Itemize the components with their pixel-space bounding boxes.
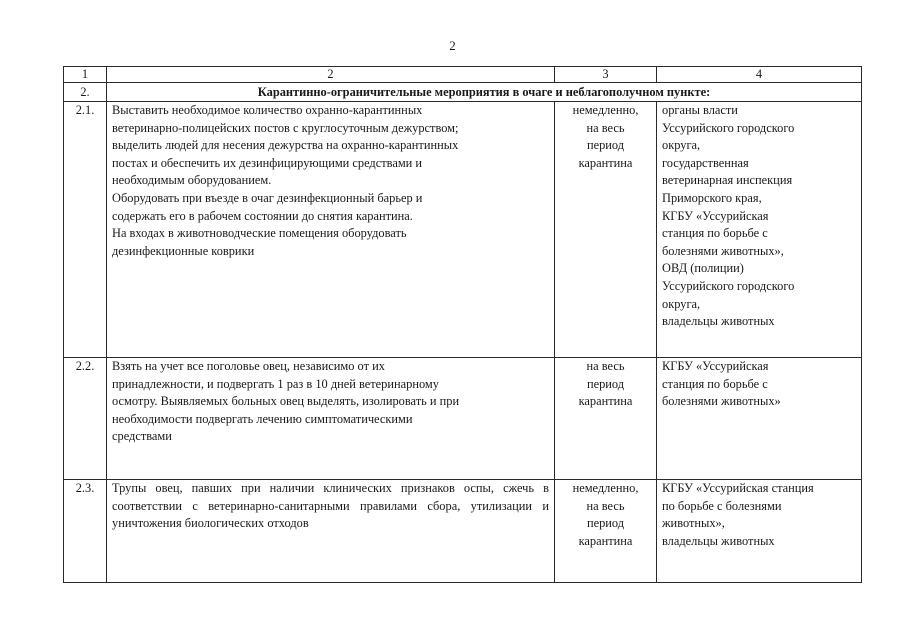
responsible-text: органы власти Уссурийского городского округа, государственная ветеринарная инспекция Приморского края, КГБУ «Уссурийская станция по борьбе с болезнями животных», ОВД (полиции) Уссурийского городского округа, владельцы животных — [662, 103, 795, 329]
table-row — [64, 358, 862, 480]
responsible-cell — [657, 358, 862, 480]
responsible-text: КГБУ «Уссурийская станция по борьбе с болезнями животных», владельцы животных — [662, 481, 814, 548]
column-number-2: 2 — [107, 67, 555, 83]
column-number-4: 4 — [657, 67, 862, 83]
table-row — [64, 480, 862, 583]
section-title: Карантинно-ограничительные мероприятия в очаге и неблагополучном пункте: — [107, 83, 862, 102]
timing-text: на весь период карантина — [578, 359, 633, 409]
measure-text: Взять на учет все поголовье овец, независимо от их принадлежности, и подвергать 1 раз в 10 дней ветеринарному осмотру. Выявляемых больных овец выделять, изолировать и при необходимости подвергать лечению симптоматическими средствами — [112, 359, 460, 444]
column-number-row — [64, 67, 862, 83]
row-number: 2.1. — [64, 102, 107, 358]
column-number-3: 3 — [555, 67, 657, 83]
row-number: 2.2. — [64, 358, 107, 480]
measures-table — [63, 66, 862, 583]
row-number: 2.3. — [64, 480, 107, 583]
timing-cell — [555, 102, 657, 358]
measure-cell — [107, 102, 555, 358]
responsible-text: КГБУ «Уссурийская станция по борьбе с болезнями животных» — [662, 359, 781, 409]
measure-cell — [107, 358, 555, 480]
measure-text: Трупы овец, павших при наличии клинических признаков оспы, сжечь в соответствии с ветеринарно-санитарными правилами сбора, утилизации и уничтожения биологических отходов — [112, 481, 549, 531]
section-number: 2. — [64, 83, 107, 102]
timing-text: немедленно, на весь период карантина — [572, 481, 639, 548]
responsible-cell — [657, 480, 862, 583]
measure-cell — [107, 480, 555, 583]
column-number-1: 1 — [64, 67, 107, 83]
timing-text: немедленно, на весь период карантина — [572, 103, 639, 170]
measure-text: Выставить необходимое количество охранно-карантинных ветеринарно-полицейских постов с круглосуточным дежурством; выделить людей для несения дежурства на охранно-карантинных постах и обеспечить их дезинфицирующими средствами и необходимым оборудованием. Оборудовать при въезде в очаг дезинфекционный барьер и содержать его в рабочем состоянии до снятия карантина. На входах в животноводческие помещения оборудовать дезинфекционные коврики — [112, 103, 459, 258]
page-number: 2 — [449, 38, 456, 53]
timing-cell — [555, 358, 657, 480]
table-row — [64, 102, 862, 358]
timing-cell — [555, 480, 657, 583]
section-row — [64, 83, 862, 102]
responsible-cell — [657, 102, 862, 358]
